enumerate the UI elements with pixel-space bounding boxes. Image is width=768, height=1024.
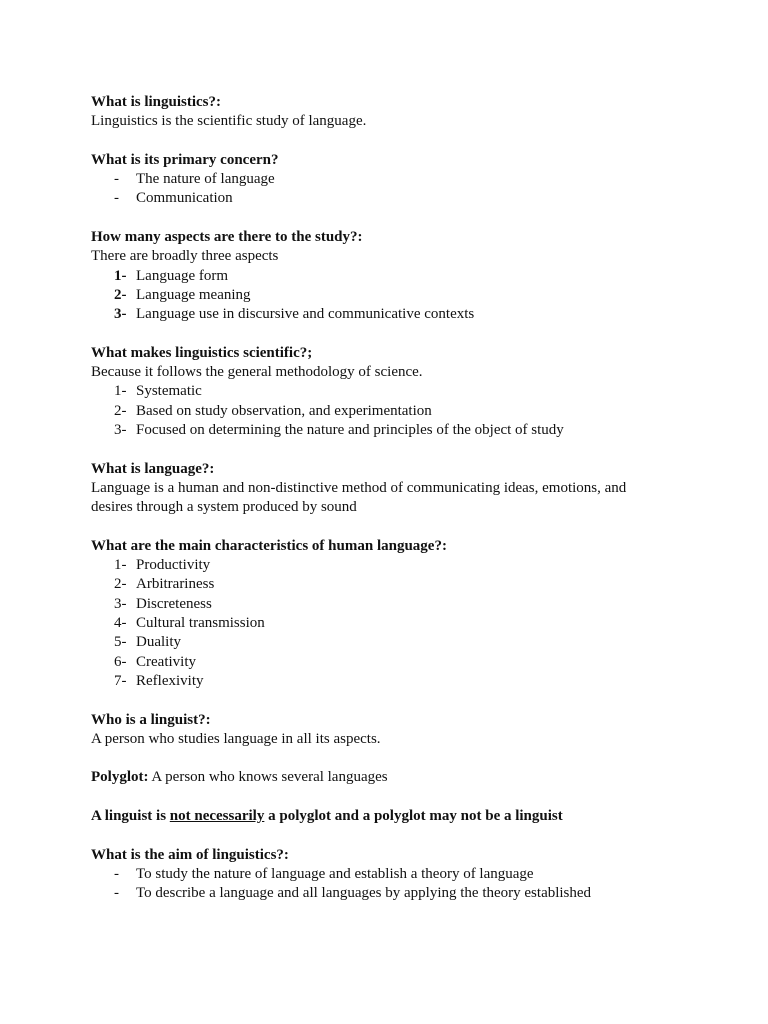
list-number: 1- <box>114 267 127 284</box>
spacer <box>91 132 728 151</box>
polyglot-text: A person who knows several languages <box>148 769 388 786</box>
section-scientific <box>91 344 728 440</box>
heading-aspects: How many aspects are there to the study?: <box>91 229 363 246</box>
list-item <box>91 556 728 575</box>
statement-part-2: a polyglot and a polyglot may not be a linguist <box>264 807 563 824</box>
list-number: 4- <box>114 615 127 632</box>
list-item-text: Arbitrariness <box>136 576 215 593</box>
section-linguist-statement <box>91 807 728 826</box>
heading-aim: What is the aim of linguistics?: <box>91 846 289 863</box>
dash-bullet: - <box>114 190 119 207</box>
list-item-text: Discreteness <box>136 595 212 612</box>
list-item <box>91 402 728 421</box>
list-number: 5- <box>114 634 127 651</box>
spacer <box>91 691 728 710</box>
list-item <box>91 421 728 440</box>
list-item <box>91 614 728 633</box>
list-item <box>91 884 728 903</box>
list-number: 1- <box>114 383 127 400</box>
list-item <box>91 286 728 305</box>
list-item-text: To study the nature of language and establish a theory of language <box>136 865 534 882</box>
heading-scientific: What makes linguistics scientific?; <box>91 344 313 361</box>
list-item <box>91 575 728 594</box>
list-item-text: Communication <box>136 190 233 207</box>
list-number: 3- <box>114 422 127 439</box>
list-item <box>91 305 728 324</box>
spacer <box>91 440 728 459</box>
aspects-intro: There are broadly three aspects <box>91 248 279 265</box>
list-item-text: Language form <box>136 267 229 284</box>
spacer <box>91 325 728 344</box>
list-item-text: The nature of language <box>136 171 275 188</box>
section-polyglot <box>91 768 728 787</box>
list-item <box>91 382 728 401</box>
spacer <box>91 209 728 228</box>
polyglot-definition <box>91 768 728 787</box>
list-item <box>91 170 728 189</box>
list-number: 3- <box>114 595 127 612</box>
list-item <box>91 633 728 652</box>
heading-characteristics: What are the main characteristics of human language?: <box>91 537 447 554</box>
section-primary-concern <box>91 151 728 209</box>
heading-what-is-linguistics: What is linguistics?: <box>91 94 222 110</box>
list-number: 3- <box>114 306 127 323</box>
section-what-is-language <box>91 460 728 518</box>
statement-part-1: A linguist is <box>91 807 170 824</box>
list-number: 2- <box>114 286 127 303</box>
heading-what-is-language: What is language?: <box>91 460 215 477</box>
list-item-text: Based on study observation, and experimentation <box>136 402 432 419</box>
dash-bullet: - <box>114 865 119 882</box>
statement-underlined: not necessarily <box>169 807 265 824</box>
list-number: 2- <box>114 402 127 419</box>
list-item-text: Language meaning <box>136 286 251 303</box>
definition-language-line-1: Language is a human and non-distinctive method of communicating ideas, emotions, and <box>91 479 627 496</box>
definition-linguist: A person who studies language in all its aspects. <box>91 730 381 747</box>
section-characteristics <box>91 537 728 691</box>
list-item <box>91 189 728 208</box>
list-item <box>91 595 728 614</box>
list-item <box>91 865 728 884</box>
spacer <box>91 749 728 768</box>
list-number: 2- <box>114 576 127 593</box>
section-who-is-linguist <box>91 711 728 750</box>
list-item-text: Duality <box>136 634 181 651</box>
list-item <box>91 672 728 691</box>
section-what-is-linguistics <box>91 93 728 132</box>
list-item <box>91 653 728 672</box>
list-item-text: Cultural transmission <box>136 615 265 632</box>
dash-bullet: - <box>114 171 119 188</box>
scientific-intro: Because it follows the general methodology of science. <box>91 364 423 381</box>
list-item-text: Language use in discursive and communicative contexts <box>136 306 475 323</box>
polyglot-term: Polyglot: <box>91 769 149 786</box>
list-item-text: Reflexivity <box>136 672 204 689</box>
list-item-text: Productivity <box>136 557 211 574</box>
spacer <box>91 826 728 845</box>
list-number: 1- <box>114 557 127 574</box>
definition-language-line-2: desires through a system produced by sound <box>91 499 357 516</box>
heading-primary-concern: What is its primary concern? <box>91 151 279 168</box>
linguist-polyglot-statement <box>91 807 728 826</box>
section-aim <box>91 846 728 904</box>
list-number: 7- <box>114 672 127 689</box>
list-item-text: To describe a language and all languages by applying the theory established <box>136 885 592 902</box>
list-item <box>91 267 728 286</box>
dash-bullet: - <box>114 885 119 902</box>
spacer <box>91 518 728 537</box>
definition-linguistics: Linguistics is the scientific study of language. <box>91 113 367 130</box>
list-number: 6- <box>114 653 127 670</box>
spacer <box>91 788 728 807</box>
heading-who-is-linguist: Who is a linguist?: <box>91 711 211 728</box>
section-aspects <box>91 228 728 324</box>
list-item-text: Systematic <box>136 383 202 400</box>
list-item-text: Focused on determining the nature and principles of the object of study <box>136 422 564 439</box>
list-item-text: Creativity <box>136 653 196 670</box>
